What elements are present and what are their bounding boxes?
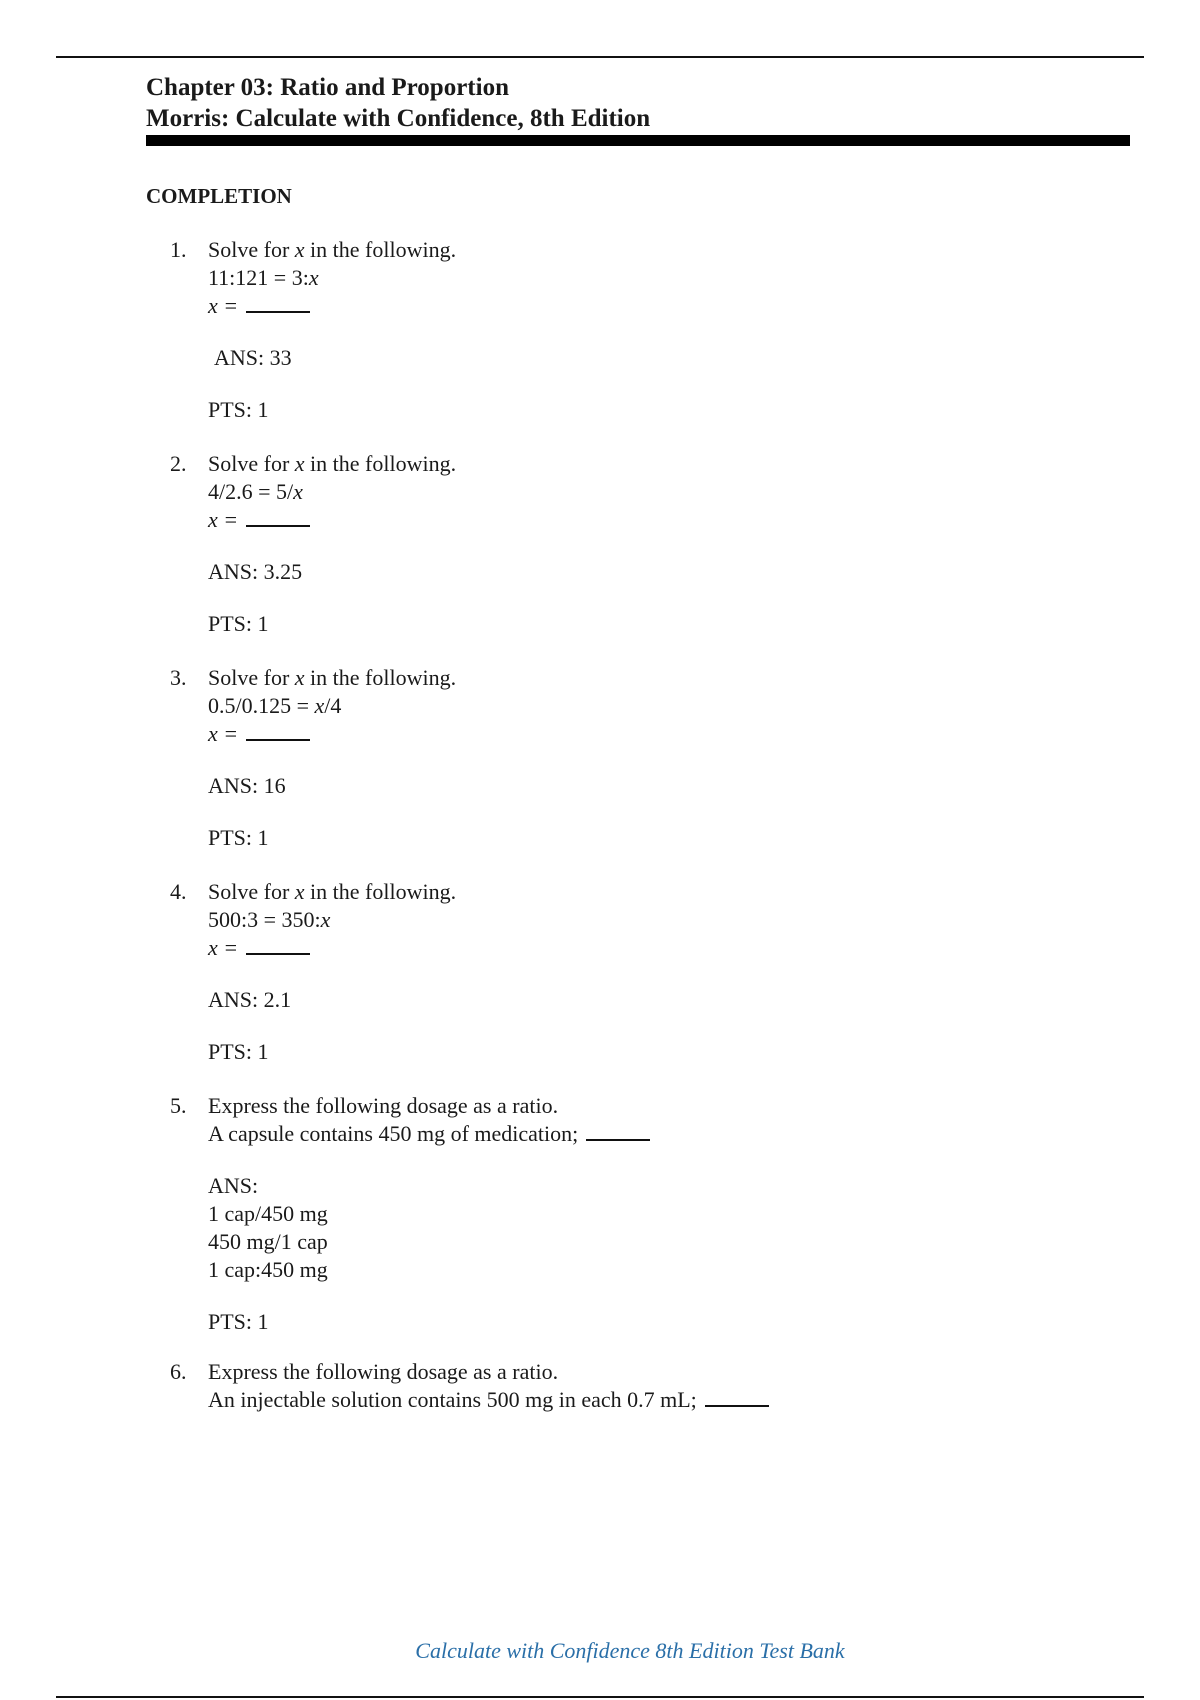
question-prompt: Express the following dosage as a ratio.	[208, 1093, 559, 1118]
chapter-title: Chapter 03: Ratio and Proportion	[146, 74, 509, 101]
answer-label: ANS:	[208, 1173, 259, 1198]
answer-blank	[246, 507, 310, 527]
blank-label: x =	[208, 507, 239, 532]
header-bar	[146, 135, 1130, 146]
answer-line: 1 cap/450 mg	[208, 1201, 328, 1226]
question-equation: 11:121 = 3:x	[208, 265, 319, 290]
top-rule	[56, 56, 1144, 58]
answer-blank-row	[208, 720, 456, 748]
question-equation: 500:3 = 350:x	[208, 907, 331, 932]
answer-text: ANS: 16	[208, 773, 286, 798]
question-prompt: Solve for x in the following.	[208, 237, 457, 262]
answer-blank	[705, 1387, 769, 1407]
question-4	[170, 878, 456, 1066]
question-equation: 4/2.6 = 5/x	[208, 479, 303, 504]
blank-label: x =	[208, 293, 239, 318]
question-number: 5.	[170, 1093, 187, 1118]
question-number: 1.	[170, 237, 187, 262]
answer-blank	[246, 293, 310, 313]
question-equation: 0.5/0.125 = x/4	[208, 693, 342, 718]
answer-line: 1 cap:450 mg	[208, 1257, 328, 1282]
book-title: Morris: Calculate with Confidence, 8th Edition	[146, 105, 651, 132]
answer-blank	[246, 721, 310, 741]
answer-line: 450 mg/1 cap	[208, 1229, 328, 1254]
answer-blank-row	[208, 1120, 650, 1148]
bottom-rule	[56, 1696, 1144, 1698]
points-text: PTS: 1	[208, 1309, 269, 1334]
question-detail: A capsule contains 450 mg of medication;	[208, 1121, 579, 1146]
answer-text: ANS: 3.25	[208, 559, 303, 584]
answer-blank-row	[208, 1386, 769, 1414]
blank-label: x =	[208, 721, 239, 746]
answer-text: ANS: 2.1	[208, 987, 292, 1012]
question-prompt: Solve for x in the following.	[208, 451, 457, 476]
question-prompt: Express the following dosage as a ratio.	[208, 1359, 559, 1384]
question-number: 4.	[170, 879, 187, 904]
answer-blank-row	[208, 934, 456, 962]
answer-blank-row	[208, 292, 456, 320]
answer-blank	[246, 935, 310, 955]
blank-label: x =	[208, 935, 239, 960]
question-prompt: Solve for x in the following.	[208, 879, 457, 904]
answer-text: ANS: 33	[214, 345, 292, 370]
section-title: COMPLETION	[146, 184, 292, 208]
question-number: 2.	[170, 451, 187, 476]
question-prompt: Solve for x in the following.	[208, 665, 457, 690]
question-number: 6.	[170, 1359, 187, 1384]
question-number: 3.	[170, 665, 187, 690]
answer-blank	[586, 1121, 650, 1141]
answer-blank-row	[208, 506, 456, 534]
question-5	[170, 1092, 650, 1336]
points-text: PTS: 1	[208, 397, 269, 422]
question-detail: An injectable solution contains 500 mg in each 0.7 mL;	[208, 1387, 697, 1412]
question-6	[170, 1358, 769, 1414]
question-2	[170, 450, 456, 638]
footer-text: Calculate with Confidence 8th Edition Test Bank	[415, 1638, 845, 1663]
page-header	[146, 72, 1130, 146]
answer-block	[208, 1172, 650, 1284]
points-text: PTS: 1	[208, 611, 269, 636]
points-text: PTS: 1	[208, 1039, 269, 1064]
question-3	[170, 664, 456, 852]
points-text: PTS: 1	[208, 825, 269, 850]
question-1	[170, 236, 456, 424]
